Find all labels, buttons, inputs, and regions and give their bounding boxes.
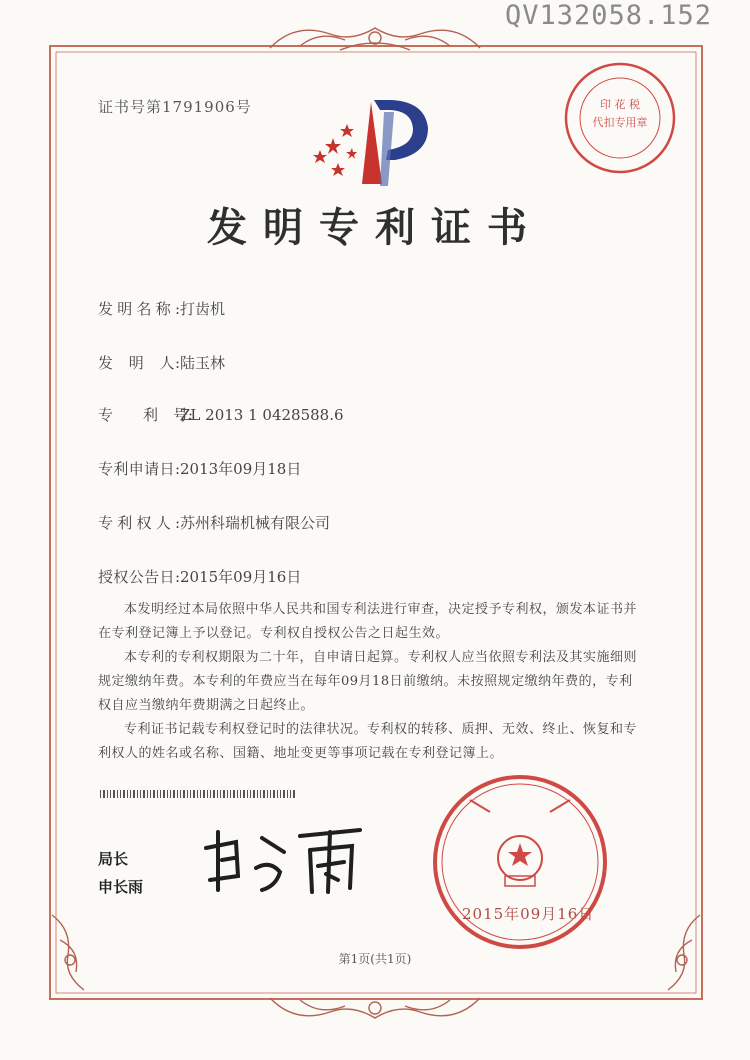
paragraph-legal-status: 专利证书记载专利权登记时的法律状况。专利权的转移、质押、无效、终止、恢复和专利权人的姓名或名称、国籍、地址变更等事项记载在专利登记簿上。 [98,722,638,761]
field-label: 授权公告日: [98,568,180,586]
field-inventor [98,352,225,373]
bureau-title: 局长 [98,850,129,868]
paragraph-grant: 本发明经过本局依照中华人民共和国专利法进行审查，决定授予专利权，颁发本证书并在专利登记簿上予以登记。专利权自授权公告之日起生效。 [98,602,638,641]
field-value: 2013年09月18日 [180,460,302,478]
field-label: 专利申请日: [98,460,180,478]
field-patentee [98,512,330,533]
field-value: 苏州科瑞机械有限公司 [180,514,331,532]
certificate-number: 证书号第1791906号 [98,98,252,116]
bureau-name: 申长雨 [98,878,144,896]
field-label: 发明名称: [98,300,180,318]
field-value: 打齿机 [180,300,226,318]
field-grant-date [98,566,301,587]
field-value: ZL 2013 1 0428588.6 [180,406,344,424]
field-invention-name [98,298,225,319]
field-label: 专利权人: [98,514,180,532]
tax-stamp-seal [566,64,674,172]
page-title: 发明专利证书 [207,204,543,251]
bureau-signatory [98,845,143,901]
body-text [98,598,638,766]
field-value: 陆玉林 [180,354,226,372]
seal-date: 2015年09月16日 [462,905,595,923]
field-value: 2015年09月16日 [180,568,302,586]
signature [206,830,360,892]
field-label: 发 明 人: [98,354,180,372]
page-number: 第1页(共1页) [338,952,412,966]
handwritten-note: QV132058.152 [505,0,713,31]
svg-text:印 花 税: 印 花 税 [600,98,640,111]
field-application-date [98,458,301,479]
paragraph-term: 本专利的专利权期限为二十年，自申请日起算。专利权人应当依照专利法及其实施细则规定缴纳年费。本专利的年费应当在每年09月18日前缴纳。未按照规定缴纳年费的，专利权自应当缴纳年费期满之日起终止。 [98,650,638,713]
bottom-ornament [270,998,480,1018]
logo-red-blade [362,102,382,184]
patent-office-logo [313,100,428,186]
svg-text:代扣专用章: 代扣专用章 [592,116,648,129]
field-label: 专 利 号: [98,406,194,424]
field-patent-number [98,404,344,425]
barcode [100,790,295,798]
